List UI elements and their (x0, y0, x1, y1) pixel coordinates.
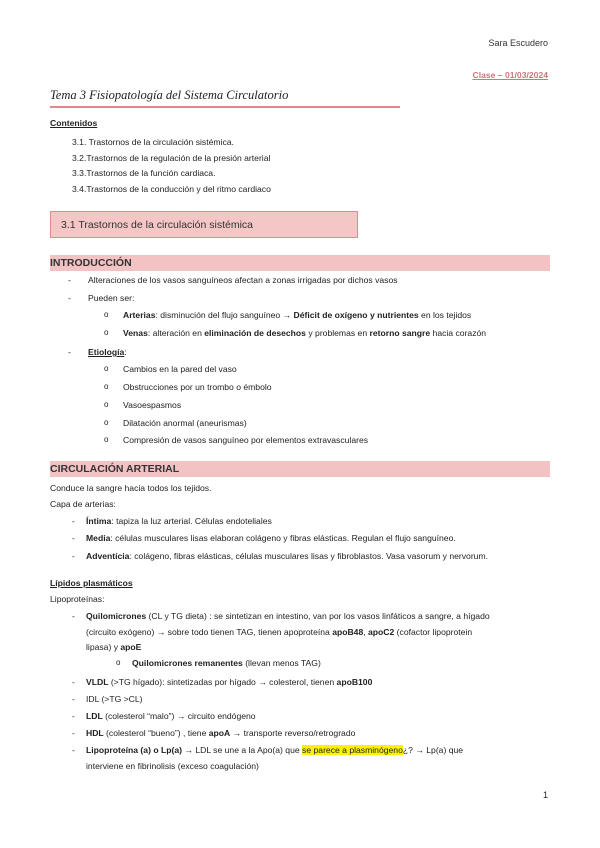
intro-body: - Alteraciones de los vasos sanguíneos afectan a zonas irrigadas por dichos vasos - Pueden ser: o Arterias: disminución del flujo sanguíneo → Déficit de oxígeno y nutrientes en los tejidos o Venas: alteración en eliminación de desechos y problemas en retorno sangre hacia corazón - Etiología: o Cambios en la pared del vaso o Obstrucciones por un trombo o émbolo o Vasoespasmos o Dilatación anormal (aneurismas) o Compresión de vasos sanguíneo por elementos extravasculares (68, 275, 487, 445)
media-item: Media: células musculares lisas elaboran colágeno y fibras elásticas. Regulan el flujo sanguíneo. (86, 533, 456, 543)
page-number: 1 (542, 790, 548, 800)
intima-item: Íntima: tapiza la luz arterial. Células endoteliales (86, 516, 272, 526)
lpa-line2: interviene en fibrinolisis (exceso coagulación) (86, 761, 259, 771)
arterial-body: Conduce la sangre hacia todos los tejidos. Capa de arterias: - Íntima: tapiza la luz arterial. Células endoteliales - Media: células musculares lisas elaboran colágeno y fibras elásticas. Regulan el flujo sanguíneo. - Adventícia: colágeno, fibras elásticas, células musculares lisas y fibroblastos. Vasa vasorum y nervorum. (50, 483, 489, 561)
intro-line: Pueden ser: (88, 293, 135, 303)
arterial-line: Capa de arterias: (50, 499, 116, 509)
vldl-item: VLDL (>TG hígado): sintetizadas por hígado → colesterol, tienen apoB100 (86, 677, 373, 687)
arterial-heading: CIRCULACIÓN ARTERIAL (50, 463, 180, 475)
contents-heading: Contenidos (50, 118, 98, 128)
lpa-item: Lipoproteína (a) o Lp(a) → LDL se une a la Apo(a) que se parece a plasminógeno¿? → Lp(a) que (86, 745, 464, 755)
arterias-item: Arterias: disminución del flujo sanguíneo → Déficit de oxígeno y nutrientes en los tejidos (123, 310, 472, 320)
etiologia-item: Cambios en la pared del vaso (123, 364, 237, 374)
toc-item: 3.4.Trastornos de la conducción y del ritmo cardiaco (72, 183, 271, 194)
quilomicrones-remanentes: Quilomicrones remanentes (llevan menos TAG) (132, 658, 321, 668)
toc-item: 3.2.Trastornos de la regulación de la presión arterial (72, 152, 271, 163)
lipidos-body: Lípidos plasmáticos Lipoproteínas: - Quilomicrones (CL y TG dieta) : se sintetizan en intestino, van por los vasos linfáticos a sangre, a hígado (circuito exógeno) → sobre todo tienen TAG, tienen apoproteína apoB48, apoC2 (cofactor lipoprotein lipasa) y apoE o Quilomicrones remanentes (llevan menos TAG) - VLDL (>TG hígado): sintetizadas por hígado → colesterol, tienen apoB100 - IDL (>TG >CL) - LDL (colesterol “malo”) → circuito endógeno - HDL (colesterol “bueno”) , tiene apoA → transporte reverso/retrogrado - Lipoproteína (a) o Lp(a) → LDL se une a la Apo(a) que se parece a plasminógeno¿? → Lp(a) que interviene en fibrinolisis (exceso coagulación) (50, 578, 490, 771)
quilomicrones-line3: lipasa) y apoE (86, 642, 142, 652)
document-title: Tema 3 Fisiopatología del Sistema Circulatorio (50, 88, 289, 102)
etiologia-label: Etiología: (88, 347, 127, 357)
quilomicrones-item: Quilomicrones (CL y TG dieta) : se sintetizan en intestino, van por los vasos linfáticos a sangre, a hígado (86, 611, 490, 621)
ldl-item: LDL (colesterol “malo”) → circuito endógeno (86, 711, 256, 721)
etiologia-item: Compresión de vasos sanguíneo por elementos extravasculares (123, 435, 369, 445)
adventicia-item: Adventícia: colágeno, fibras elásticas, células musculares lisas y fibroblastos. Vasa vasorum y nervorum. (86, 551, 489, 561)
etiologia-item: Vasoespasmos (123, 400, 182, 410)
lipidos-line: Lipoproteínas: (50, 594, 105, 604)
etiologia-item: Obstrucciones por un trombo o émbolo (123, 382, 272, 392)
highlighted-text: se parece a plasminógeno (302, 745, 403, 755)
section-title: 3.1 Trastornos de la circulación sistémica (61, 219, 253, 231)
arterial-line: Conduce la sangre hacia todos los tejidos. (50, 483, 212, 493)
etiologia-item: Dilatación anormal (aneurismas) (123, 418, 247, 428)
intro-heading: INTRODUCCIÓN (50, 257, 132, 269)
lipidos-heading: Lípidos plasmáticos (50, 578, 133, 588)
author-name: Sara Escudero (488, 38, 548, 48)
venas-item: Venas: alteración en eliminación de desechos y problemas en retorno sangre hacia corazón (123, 328, 487, 338)
hdl-item: HDL (colesterol “bueno”) , tiene apoA → transporte reverso/retrogrado (86, 728, 356, 738)
class-date: Clase – 01/03/2024 (472, 70, 548, 80)
idl-item: IDL (>TG >CL) (86, 694, 143, 704)
toc-item: 3.3.Trastornos de la función cardiaca. (72, 168, 216, 179)
quilomicrones-line2: (circuito exógeno) → sobre todo tienen TAG, tienen apoproteína apoB48, apoC2 (cofactor lipoprotein (86, 627, 473, 637)
intro-line: Alteraciones de los vasos sanguíneos afectan a zonas irrigadas por dichos vasos (88, 275, 398, 285)
toc-item: 3.1. Trastornos de la circulación sistémica. (72, 137, 234, 147)
